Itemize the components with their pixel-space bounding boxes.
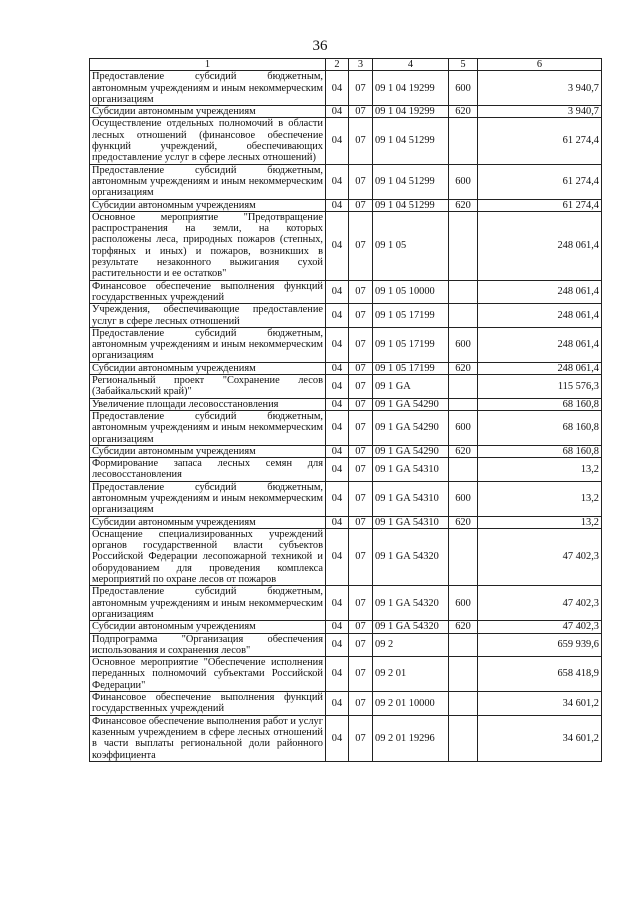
col-header-4: 4 bbox=[373, 59, 449, 71]
table-row bbox=[90, 586, 602, 621]
page-number: 36 bbox=[312, 38, 328, 54]
row-subsection: 07 bbox=[349, 657, 373, 692]
row-amount: 61 274,4 bbox=[478, 164, 602, 199]
row-section: 04 bbox=[326, 445, 349, 457]
table-row bbox=[90, 445, 602, 457]
table-row bbox=[90, 692, 602, 716]
row-amount: 13,2 bbox=[478, 481, 602, 516]
table-row bbox=[90, 715, 602, 761]
row-target-code: 09 1 GA 54320 bbox=[373, 528, 449, 585]
row-name: Увеличение площади лесовосстановления bbox=[90, 398, 326, 410]
row-expense-type: 620 bbox=[449, 621, 478, 633]
header-row bbox=[90, 59, 602, 71]
row-subsection: 07 bbox=[349, 118, 373, 164]
row-expense-type: 620 bbox=[449, 199, 478, 211]
row-name: Финансовое обеспечение выполнения функций государственных учреждений bbox=[90, 280, 326, 304]
row-subsection: 07 bbox=[349, 398, 373, 410]
row-target-code: 09 1 GA 54320 bbox=[373, 586, 449, 621]
table-row bbox=[90, 362, 602, 374]
row-target-code: 09 2 bbox=[373, 633, 449, 657]
row-subsection: 07 bbox=[349, 410, 373, 445]
row-expense-type: 620 bbox=[449, 106, 478, 118]
row-subsection: 07 bbox=[349, 164, 373, 199]
row-section: 04 bbox=[326, 362, 349, 374]
row-section: 04 bbox=[326, 164, 349, 199]
row-subsection: 07 bbox=[349, 327, 373, 362]
row-name: Основное мероприятие "Предотвращение распространения на земли, на которых расположены леса, природных пожаров (степных, торфяных и иных) и пожаров, возникших в результате незаконного выжигания сухой растительности и ее остатков" bbox=[90, 211, 326, 280]
row-amount: 68 160,8 bbox=[478, 410, 602, 445]
row-target-code: 09 1 04 51299 bbox=[373, 199, 449, 211]
row-subsection: 07 bbox=[349, 586, 373, 621]
row-section: 04 bbox=[326, 516, 349, 528]
row-amount: 68 160,8 bbox=[478, 398, 602, 410]
row-expense-type: 600 bbox=[449, 164, 478, 199]
row-name: Субсидии автономным учреждениям bbox=[90, 445, 326, 457]
row-amount: 47 402,3 bbox=[478, 621, 602, 633]
row-section: 04 bbox=[326, 118, 349, 164]
row-name: Оснащение специализированных учреждений органов государственной власти субъектов Российской Федерации лесопожарной техникой и оборудованием для проведения комплекса мероприятий по охране лесов от пожаров bbox=[90, 528, 326, 585]
row-section: 04 bbox=[326, 633, 349, 657]
row-amount: 3 940,7 bbox=[478, 106, 602, 118]
row-name: Предоставление субсидий бюджетным, автономным учреждениям и иным некоммерческим организациям bbox=[90, 410, 326, 445]
row-amount: 13,2 bbox=[478, 516, 602, 528]
row-section: 04 bbox=[326, 398, 349, 410]
table-row bbox=[90, 657, 602, 692]
row-expense-type bbox=[449, 304, 478, 328]
table-row bbox=[90, 375, 602, 399]
row-section: 04 bbox=[326, 71, 349, 106]
row-amount: 13,2 bbox=[478, 458, 602, 482]
budget-table bbox=[89, 58, 602, 762]
row-section: 04 bbox=[326, 528, 349, 585]
row-section: 04 bbox=[326, 715, 349, 761]
row-subsection: 07 bbox=[349, 715, 373, 761]
row-section: 04 bbox=[326, 327, 349, 362]
row-name: Региональный проект "Сохранение лесов (Забайкальский край)" bbox=[90, 375, 326, 399]
row-section: 04 bbox=[326, 410, 349, 445]
row-target-code: 09 2 01 10000 bbox=[373, 692, 449, 716]
row-subsection: 07 bbox=[349, 106, 373, 118]
row-target-code: 09 1 GA bbox=[373, 375, 449, 399]
row-subsection: 07 bbox=[349, 71, 373, 106]
row-expense-type: 620 bbox=[449, 362, 478, 374]
row-target-code: 09 1 04 51299 bbox=[373, 118, 449, 164]
table-row bbox=[90, 458, 602, 482]
row-target-code: 09 1 05 17199 bbox=[373, 362, 449, 374]
row-amount: 47 402,3 bbox=[478, 586, 602, 621]
row-name: Финансовое обеспечение выполнения работ и услуг казенным учреждением в сфере лесных отношений в части выплаты региональной доли районного коэффициента bbox=[90, 715, 326, 761]
row-subsection: 07 bbox=[349, 199, 373, 211]
row-name: Финансовое обеспечение выполнения функций государственных учреждений bbox=[90, 692, 326, 716]
row-amount: 34 601,2 bbox=[478, 692, 602, 716]
row-name: Формирование запаса лесных семян для лесовосстановления bbox=[90, 458, 326, 482]
row-amount: 34 601,2 bbox=[478, 715, 602, 761]
row-expense-type: 600 bbox=[449, 327, 478, 362]
row-target-code: 09 2 01 19296 bbox=[373, 715, 449, 761]
row-expense-type bbox=[449, 398, 478, 410]
row-target-code: 09 1 04 51299 bbox=[373, 164, 449, 199]
row-expense-type bbox=[449, 657, 478, 692]
row-target-code: 09 1 05 17199 bbox=[373, 304, 449, 328]
row-expense-type bbox=[449, 458, 478, 482]
row-section: 04 bbox=[326, 304, 349, 328]
table-row bbox=[90, 280, 602, 304]
col-header-5: 5 bbox=[449, 59, 478, 71]
table-row bbox=[90, 621, 602, 633]
row-subsection: 07 bbox=[349, 621, 373, 633]
table-row bbox=[90, 398, 602, 410]
row-expense-type bbox=[449, 692, 478, 716]
row-amount: 658 418,9 bbox=[478, 657, 602, 692]
row-section: 04 bbox=[326, 375, 349, 399]
row-amount: 68 160,8 bbox=[478, 445, 602, 457]
row-target-code: 09 1 GA 54320 bbox=[373, 621, 449, 633]
table-row bbox=[90, 516, 602, 528]
row-name: Предоставление субсидий бюджетным, автономным учреждениям и иным некоммерческим организациям bbox=[90, 164, 326, 199]
col-header-2: 2 bbox=[326, 59, 349, 71]
row-expense-type: 600 bbox=[449, 586, 478, 621]
col-header-1: 1 bbox=[90, 59, 326, 71]
row-amount: 248 061,4 bbox=[478, 304, 602, 328]
row-subsection: 07 bbox=[349, 481, 373, 516]
row-amount: 47 402,3 bbox=[478, 528, 602, 585]
table-row bbox=[90, 528, 602, 585]
row-target-code: 09 1 GA 54290 bbox=[373, 410, 449, 445]
table-row bbox=[90, 211, 602, 280]
row-section: 04 bbox=[326, 481, 349, 516]
row-name: Субсидии автономным учреждениям bbox=[90, 199, 326, 211]
row-expense-type: 620 bbox=[449, 445, 478, 457]
row-expense-type bbox=[449, 375, 478, 399]
row-target-code: 09 1 05 10000 bbox=[373, 280, 449, 304]
row-subsection: 07 bbox=[349, 692, 373, 716]
table-row bbox=[90, 199, 602, 211]
row-expense-type bbox=[449, 280, 478, 304]
row-name: Предоставление субсидий бюджетным, автономным учреждениям и иным некоммерческим организациям bbox=[90, 327, 326, 362]
row-section: 04 bbox=[326, 280, 349, 304]
row-expense-type bbox=[449, 633, 478, 657]
table-row bbox=[90, 327, 602, 362]
table-row bbox=[90, 118, 602, 164]
row-section: 04 bbox=[326, 621, 349, 633]
table-row bbox=[90, 304, 602, 328]
row-name: Субсидии автономным учреждениям bbox=[90, 106, 326, 118]
row-expense-type: 600 bbox=[449, 71, 478, 106]
row-expense-type bbox=[449, 715, 478, 761]
row-section: 04 bbox=[326, 199, 349, 211]
table-row bbox=[90, 164, 602, 199]
row-section: 04 bbox=[326, 211, 349, 280]
table-row bbox=[90, 410, 602, 445]
row-amount: 248 061,4 bbox=[478, 280, 602, 304]
row-target-code: 09 1 GA 54310 bbox=[373, 458, 449, 482]
row-amount: 248 061,4 bbox=[478, 327, 602, 362]
row-target-code: 09 1 05 bbox=[373, 211, 449, 280]
row-target-code: 09 1 GA 54310 bbox=[373, 481, 449, 516]
row-subsection: 07 bbox=[349, 211, 373, 280]
row-subsection: 07 bbox=[349, 375, 373, 399]
row-name: Учреждения, обеспечивающие предоставление услуг в сфере лесных отношений bbox=[90, 304, 326, 328]
row-amount: 248 061,4 bbox=[478, 211, 602, 280]
row-expense-type bbox=[449, 118, 478, 164]
row-name: Субсидии автономным учреждениям bbox=[90, 621, 326, 633]
row-subsection: 07 bbox=[349, 304, 373, 328]
row-target-code: 09 1 GA 54290 bbox=[373, 445, 449, 457]
row-name: Предоставление субсидий бюджетным, автономным учреждениям и иным некоммерческим организациям bbox=[90, 71, 326, 106]
row-name: Субсидии автономным учреждениям bbox=[90, 362, 326, 374]
row-subsection: 07 bbox=[349, 445, 373, 457]
row-subsection: 07 bbox=[349, 516, 373, 528]
row-name: Предоставление субсидий бюджетным, автономным учреждениям и иным некоммерческим организациям bbox=[90, 586, 326, 621]
row-name: Субсидии автономным учреждениям bbox=[90, 516, 326, 528]
row-target-code: 09 1 04 19299 bbox=[373, 106, 449, 118]
row-subsection: 07 bbox=[349, 280, 373, 304]
row-amount: 115 576,3 bbox=[478, 375, 602, 399]
row-name: Осуществление отдельных полномочий в области лесных отношений (финансовое обеспечение функций учреждений, обеспечивающих предоставление услуг в сфере лесных отношений) bbox=[90, 118, 326, 164]
table-row bbox=[90, 106, 602, 118]
row-amount: 248 061,4 bbox=[478, 362, 602, 374]
row-target-code: 09 1 GA 54310 bbox=[373, 516, 449, 528]
row-section: 04 bbox=[326, 106, 349, 118]
row-target-code: 09 1 04 19299 bbox=[373, 71, 449, 106]
row-expense-type: 600 bbox=[449, 481, 478, 516]
row-name: Основное мероприятие "Обеспечение исполнения переданных полномочий субъектами Российской Федерации" bbox=[90, 657, 326, 692]
row-amount: 61 274,4 bbox=[478, 199, 602, 211]
row-target-code: 09 1 GA 54290 bbox=[373, 398, 449, 410]
row-amount: 659 939,6 bbox=[478, 633, 602, 657]
row-target-code: 09 1 05 17199 bbox=[373, 327, 449, 362]
row-name: Предоставление субсидий бюджетным, автономным учреждениям и иным некоммерческим организациям bbox=[90, 481, 326, 516]
row-amount: 61 274,4 bbox=[478, 118, 602, 164]
row-subsection: 07 bbox=[349, 528, 373, 585]
table-row bbox=[90, 633, 602, 657]
row-expense-type: 600 bbox=[449, 410, 478, 445]
table-row bbox=[90, 481, 602, 516]
row-section: 04 bbox=[326, 458, 349, 482]
row-expense-type: 620 bbox=[449, 516, 478, 528]
table-row bbox=[90, 71, 602, 106]
row-expense-type bbox=[449, 528, 478, 585]
col-header-6: 6 bbox=[478, 59, 602, 71]
row-section: 04 bbox=[326, 657, 349, 692]
col-header-3: 3 bbox=[349, 59, 373, 71]
row-name: Подпрограмма "Организация обеспечения использования и сохранения лесов" bbox=[90, 633, 326, 657]
row-subsection: 07 bbox=[349, 633, 373, 657]
row-section: 04 bbox=[326, 586, 349, 621]
row-target-code: 09 2 01 bbox=[373, 657, 449, 692]
row-subsection: 07 bbox=[349, 362, 373, 374]
row-subsection: 07 bbox=[349, 458, 373, 482]
row-section: 04 bbox=[326, 692, 349, 716]
row-expense-type bbox=[449, 211, 478, 280]
row-amount: 3 940,7 bbox=[478, 71, 602, 106]
